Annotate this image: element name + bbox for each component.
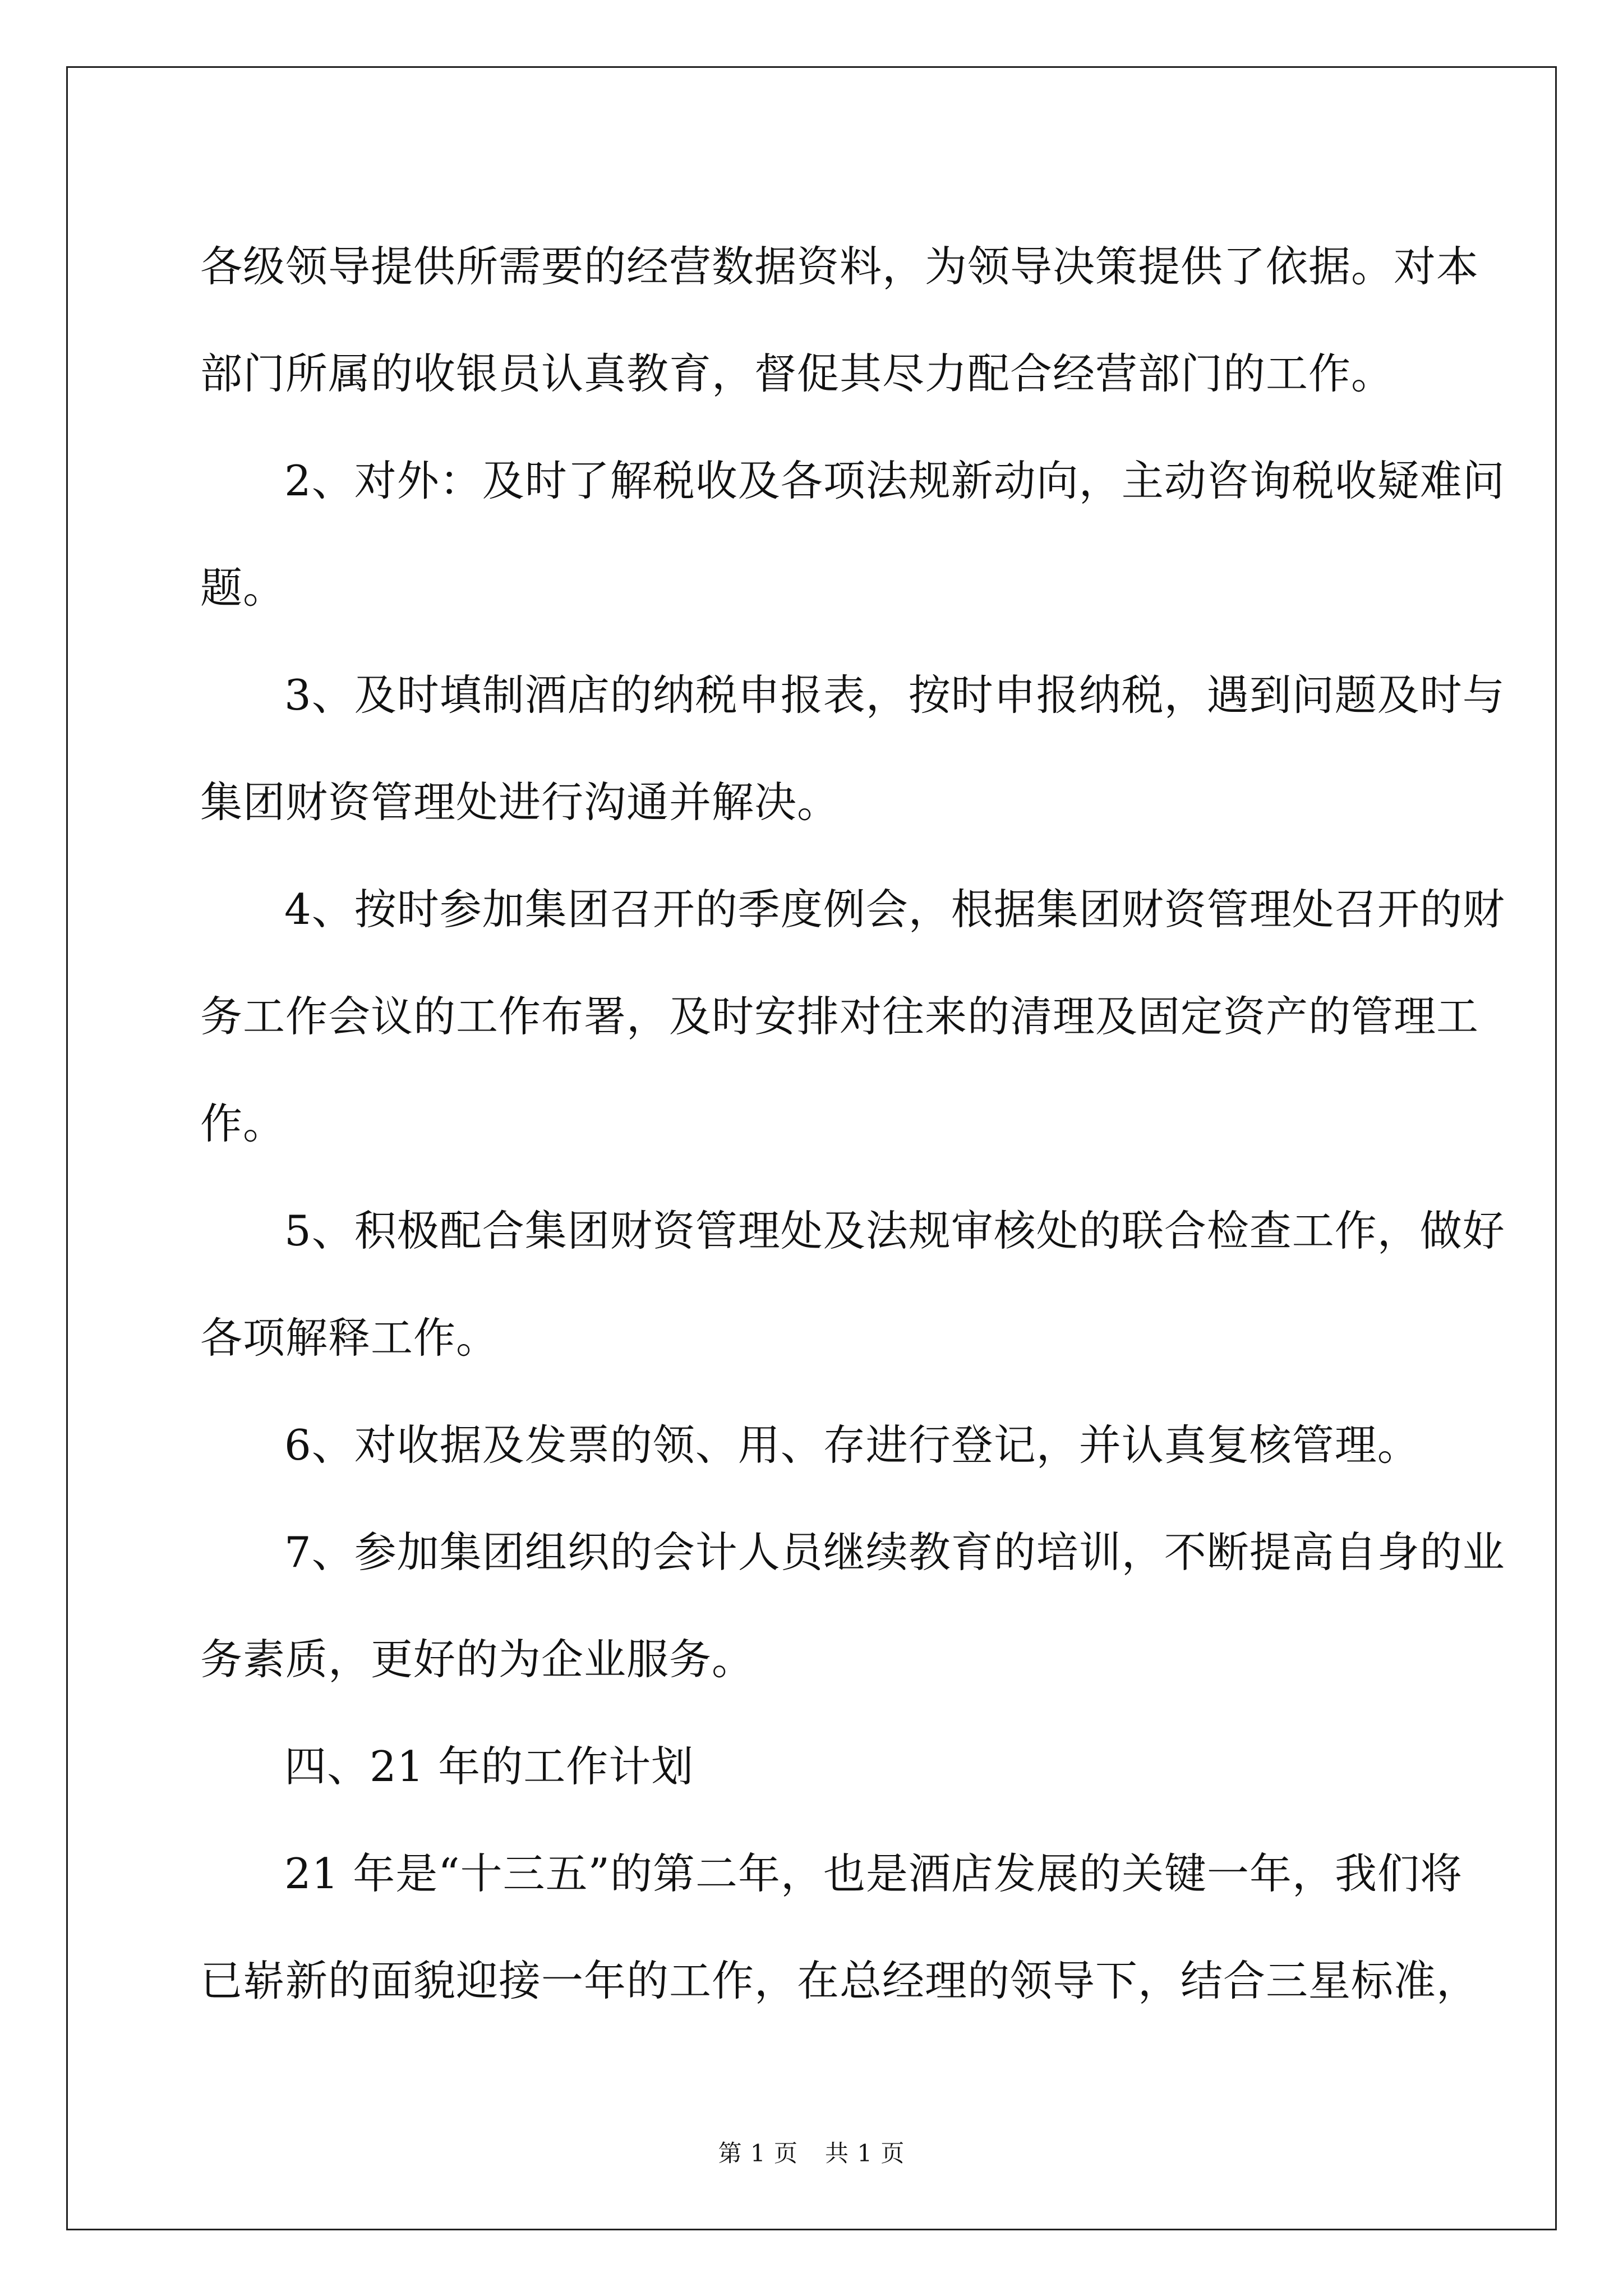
paragraph xyxy=(200,213,1479,427)
text-line: 3、及时填制酒店的纳税申报表，按时申报纳税，遇到问题及时与 xyxy=(284,670,1505,720)
text-line: 各项解释工作。 xyxy=(200,1313,499,1363)
text-line: 作。 xyxy=(200,1099,286,1148)
page-footer xyxy=(0,2135,1623,2169)
text-line: 各级领导提供所需要的经营数据资料，为领导决策提供了依据。对本 xyxy=(200,242,1479,291)
page-total: 共 1 页 xyxy=(825,2139,905,2167)
text-line: 4、按时参加集团召开的季度例会，根据集团财资管理处召开的财 xyxy=(284,885,1505,934)
paragraph xyxy=(200,427,1505,642)
section-heading xyxy=(200,1713,1428,1820)
text-line: 部门所属的收银员认真教育，督促其尽力配合经营部门的工作。 xyxy=(200,349,1394,398)
paragraph xyxy=(200,856,1505,1177)
text-line: 题。 xyxy=(200,563,286,613)
text-line: 四、21 年的工作计划 xyxy=(284,1742,694,1791)
text-line: 集团财资管理处进行沟通并解决。 xyxy=(200,777,840,827)
paragraph xyxy=(200,1177,1505,1392)
text-line: 7、参加集团组织的会计人员继续教育的培训，不断提高自身的业 xyxy=(284,1527,1505,1577)
text-line: 5、积极配合集团财资管理处及法规审核处的联合检查工作，做好 xyxy=(284,1206,1505,1255)
paragraph xyxy=(200,1820,1479,2035)
text-line: 6、对收据及发票的领、用、存进行登记，并认真复核管理。 xyxy=(284,1420,1420,1470)
text-line: 务工作会议的工作布署，及时安排对往来的清理及固定资产的管理工 xyxy=(200,992,1479,1041)
text-line: 已崭新的面貌迎接一年的工作，在总经理的领导下，结合三星标准， xyxy=(200,1956,1479,2005)
text-line: 21 年是“十三五”的第二年，也是酒店发展的关键一年，我们将 xyxy=(284,1849,1463,1898)
paragraph xyxy=(200,642,1505,856)
text-line: 务素质，更好的为企业服务。 xyxy=(200,1635,755,1684)
text-line: 2、对外：及时了解税收及各项法规新动向，主动咨询税收疑难问 xyxy=(284,456,1505,505)
document-body xyxy=(200,213,1505,2035)
paragraph xyxy=(200,1499,1505,1713)
paragraph xyxy=(200,1392,1428,1499)
page-number: 第 1 页 xyxy=(718,2139,798,2167)
